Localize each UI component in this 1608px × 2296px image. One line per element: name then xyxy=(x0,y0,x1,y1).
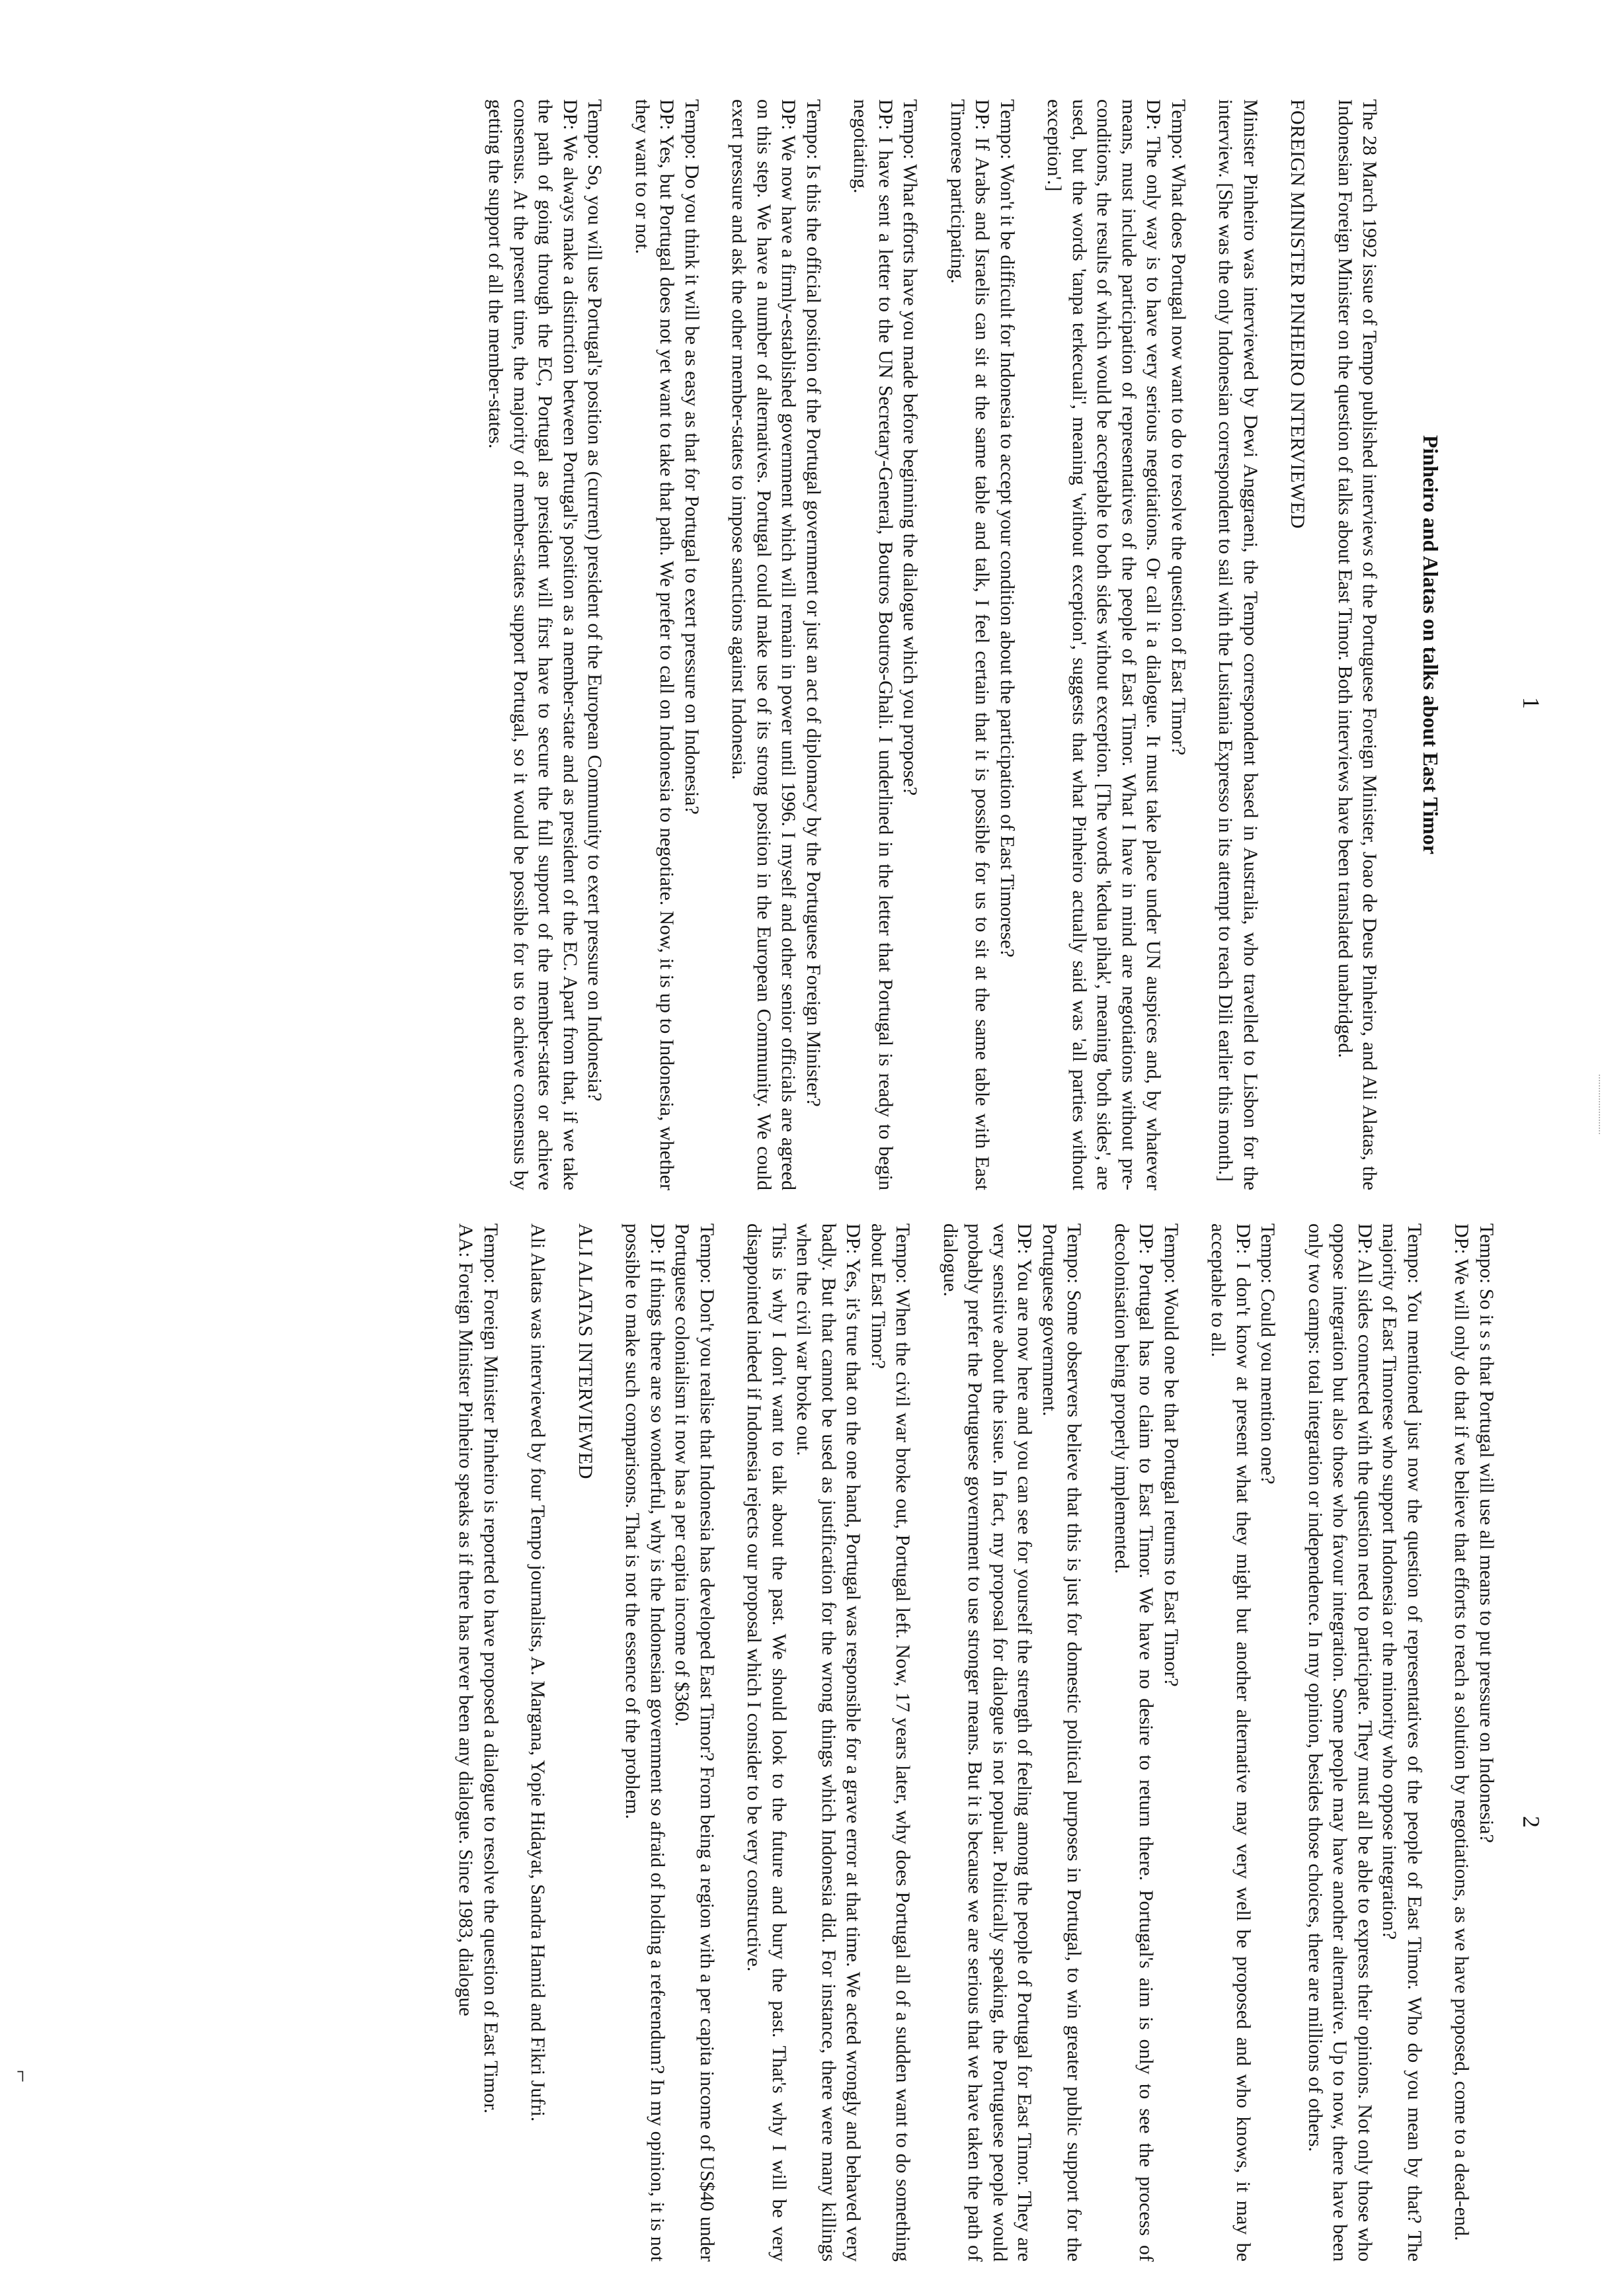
paragraph-line: DP: Portugal has no claim to East Timor. We have no desire to return there. Portugal's aim is only to see the process of decolonisation being properly implemented. xyxy=(1111,1223,1158,2262)
page-left xyxy=(97,99,1499,1190)
paragraph-line: Tempo: Is this the official position of the Portugal government or just an act of diplomacy by the Portuguese Foreign Minister? xyxy=(803,99,824,1107)
paragraph xyxy=(1206,1223,1281,2262)
section-heading: FOREIGN MINISTER PINHEIRO INTERVIEWED xyxy=(1287,99,1309,529)
paragraph-line: Ali Alatas was interviewed by four Tempo journalists, A. Margana, Yopie Hidayat, Sandra Hamid and Fikri Jufri. xyxy=(527,1223,549,2122)
page-number-right: 2 xyxy=(1518,1816,1545,1828)
document-title: Pinheiro and Alatas on talks about East Timor xyxy=(1419,435,1443,854)
paragraph xyxy=(1109,1223,1184,2262)
paragraph-line: DP: We always make a distinction between Portugal's position as a member-state and as president of the EC. Apart from that, if we take the path of going through the EC, Portugal as president will first have to secure the full support of the member-states or achieve consensus. At the present time, the majority of member-states support Portugal, so it would be possible for us to achieve consensus by getting the support of all the member-states. xyxy=(485,99,581,1190)
paragraph xyxy=(630,99,705,1190)
paragraph xyxy=(848,99,923,1190)
paragraph-line: DP: I don't know at present what they might but another alternative may very well be proposed and who knows, it may be acceptable to all. xyxy=(1207,1223,1254,2262)
paragraph-line: Tempo: When the civil war broke out, Portugal left. Now, 17 years later, why does Portugal all of a sudden want to do something about East Timor? xyxy=(867,1223,914,2262)
paragraph xyxy=(1042,99,1191,1190)
paragraph-line: Tempo: Could you mention one? xyxy=(1257,1223,1279,1485)
handwritten-mark: ⌐ xyxy=(10,2070,34,2083)
paragraph-line: Tempo: Do you think it will be as easy as that for Portugal to exert pressure on Indonesia? xyxy=(681,99,703,815)
page-number-left: 1 xyxy=(1518,697,1545,709)
paragraph-line: DP: The only way is to have very serious negotiations. Or call it a dialogue. It must take place under UN auspices and, by whatever means, must include participation of representatives of the people of East Timor. What I have in mind are negotiations without pre-conditions, the results of which would be acceptable to both sides without exception. [The words 'kedua pihak', meaning 'both sides', are used, but the words 'tanpa terkecuali', meaning 'without exception', suggests that what Pinheiro actually said was 'all parties without exception'.] xyxy=(1043,99,1165,1190)
paragraph-line: DP: Yes, but Portugal does not yet want to take that path. We prefer to call on Indonesia to negotiate. Now, it is up to Indonesia, whether they want to or not. xyxy=(631,99,678,1190)
paragraph xyxy=(1333,99,1383,1190)
paragraph xyxy=(938,1223,1087,2262)
paragraph-line: AA: Foreign Minister Pinheiro speaks as if there has never been any dialogue. Since 1983, dialogue xyxy=(455,1223,477,2016)
paragraph-line: DP: All sides connected with the question need to participate. They must all be able to express their opinions. Not only those who oppose integration but also those who favour integration. Some people may have another alternative. Up to now, there have been only two camps: total integration or independence. In my opinion, besides those choices, there are millions of others. xyxy=(1305,1223,1376,2262)
paragraph xyxy=(526,1223,551,2262)
page-right xyxy=(97,1223,1499,2262)
paragraph xyxy=(483,99,608,1190)
paragraph xyxy=(1213,99,1263,1190)
paragraph-line: The 28 March 1992 issue of Tempo published interviews of the Portuguese Foreign Minister, Joao de Deus Pinheiro, and Ali Alatas, the Indonesian Foreign Minister on the question of talks about East Timor. Both interviews have been translated unabridged. xyxy=(1334,99,1381,1190)
paragraph-line: Tempo: What does Portugal now want to do to resolve the question of East Timor? xyxy=(1168,99,1189,756)
paragraph-line: DP: You are now here and you can see for yourself the strength of feeling among the people of Portugal for East Timor. They are very sensitive about the issue. In fact, my proposal for dialogue is not popular. Politically speaking, the Portuguese people would probably prefer the Portuguese government to use stronger means. But it is because we are serious that we have taken the path of dialogue. xyxy=(940,1223,1036,2262)
paragraph-line: Tempo: Foreign Minister Pinheiro is reported to have proposed a dialogue to resolve the question of East Timor. xyxy=(480,1223,502,2114)
paragraph-line: Tempo: Won't it be difficult for Indonesia to accept your condition about the participation of East Timorese? xyxy=(996,99,1018,958)
paragraph-line: DP: If Arabs and Israelis can sit at the same table and talk, I feel certain that it is possible for us to sit at the same table with East Timorese participating. xyxy=(947,99,994,1190)
paragraph-line: Tempo: Don't you realise that Indonesia has developed East Timor? From being a region with a per capita income of US$40 under Portuguese colonialism it now has a per capita income of $360. xyxy=(671,1223,718,2262)
paragraph-line: Tempo: So, you will use Portugal's position as (current) president of the European Community to exert pressure on Indonesia? xyxy=(584,99,606,1102)
paragraph xyxy=(727,99,826,1190)
paragraph-line: This is why I don't want to talk about the past. We should look to the future and bury the past. That's why I will be very disappointed indeed if Indonesia rejects our proposal which I consider to be very constructive. xyxy=(743,1223,790,2262)
paragraph-line: Tempo: You mentioned just now the question of representatives of the people of East Timor. Who do you mean by that? The majority of East Timorese who support Indonesia or the minority who oppose integration? xyxy=(1379,1223,1426,2262)
paragraph xyxy=(1449,1223,1499,2262)
paragraph-line: Tempo: So it s s that Portugal will use all means to put pressure on Indonesia? xyxy=(1476,1223,1498,1843)
paragraph-line: DP: We will only do that if we believe that efforts to reach a solution by negotiations, as we have proposed, come to a dead-end. xyxy=(1451,1223,1473,2241)
scan-mark xyxy=(1587,1075,1600,1134)
paragraph-line: Tempo: What efforts have you made before beginning the dialogue which you propose? xyxy=(899,99,922,796)
page-right-body xyxy=(454,1223,1499,2262)
paragraph-line: DP: Yes, it's true that on the one hand, Portugal was responsible for a grave error at that time. We acted wrongly and behaved very badly. But that cannot be used as justification for the wrong things which Indonesia did. For instance, there were many killings when the civil war broke out. xyxy=(793,1223,865,2262)
section-heading: ALI ALATAS INTERVIEWED xyxy=(575,1223,596,1479)
page-left-body xyxy=(483,99,1383,1190)
paragraph-line: Minister Pinheiro was interviewed by Dewi Anggraeni, the Tempo correspondent based in Australia, who travelled to Lisbon for the interview. [She was the only Indonesian correspondent to sail with the Lusitania Expresso in its attempt to reach Dili earlier this month.] xyxy=(1215,99,1262,1190)
paragraph xyxy=(620,1223,719,2262)
paragraph xyxy=(945,99,1020,1190)
paragraph-line: DP: We now have a firmly-established government which will remain in power until 1996. I myself and other senior officials are agreed on this step. We have a number of alternatives. Portugal could make use of its strong position in the European Community. We could exert pressure and ask the other member-states to impose sanctions against Indonesia. xyxy=(728,99,800,1190)
paragraph xyxy=(454,1223,503,2262)
paragraph xyxy=(1303,1223,1427,2262)
paragraph xyxy=(742,1223,916,2262)
paragraph-line: DP: If things there are so wonderful, why is the Indonesian government so afraid of holding a referendum? In my opinion, it is not possible to make such comparisons. That is not the essence of the problem. xyxy=(622,1223,668,2262)
paragraph-line: Tempo: Some observers believe that this is just for domestic political purposes in Portugal, to win greater public support for the Portuguese government. xyxy=(1039,1223,1086,2262)
paragraph-line: Tempo: Would one be that Portugal returns to East Timor? xyxy=(1160,1223,1182,1687)
paragraph-line: DP: I have sent a letter to the UN Secretary-General, Boutros Boutros-Ghali. I underlined in the letter that Portugal is ready to begin negotiating. xyxy=(850,99,897,1190)
